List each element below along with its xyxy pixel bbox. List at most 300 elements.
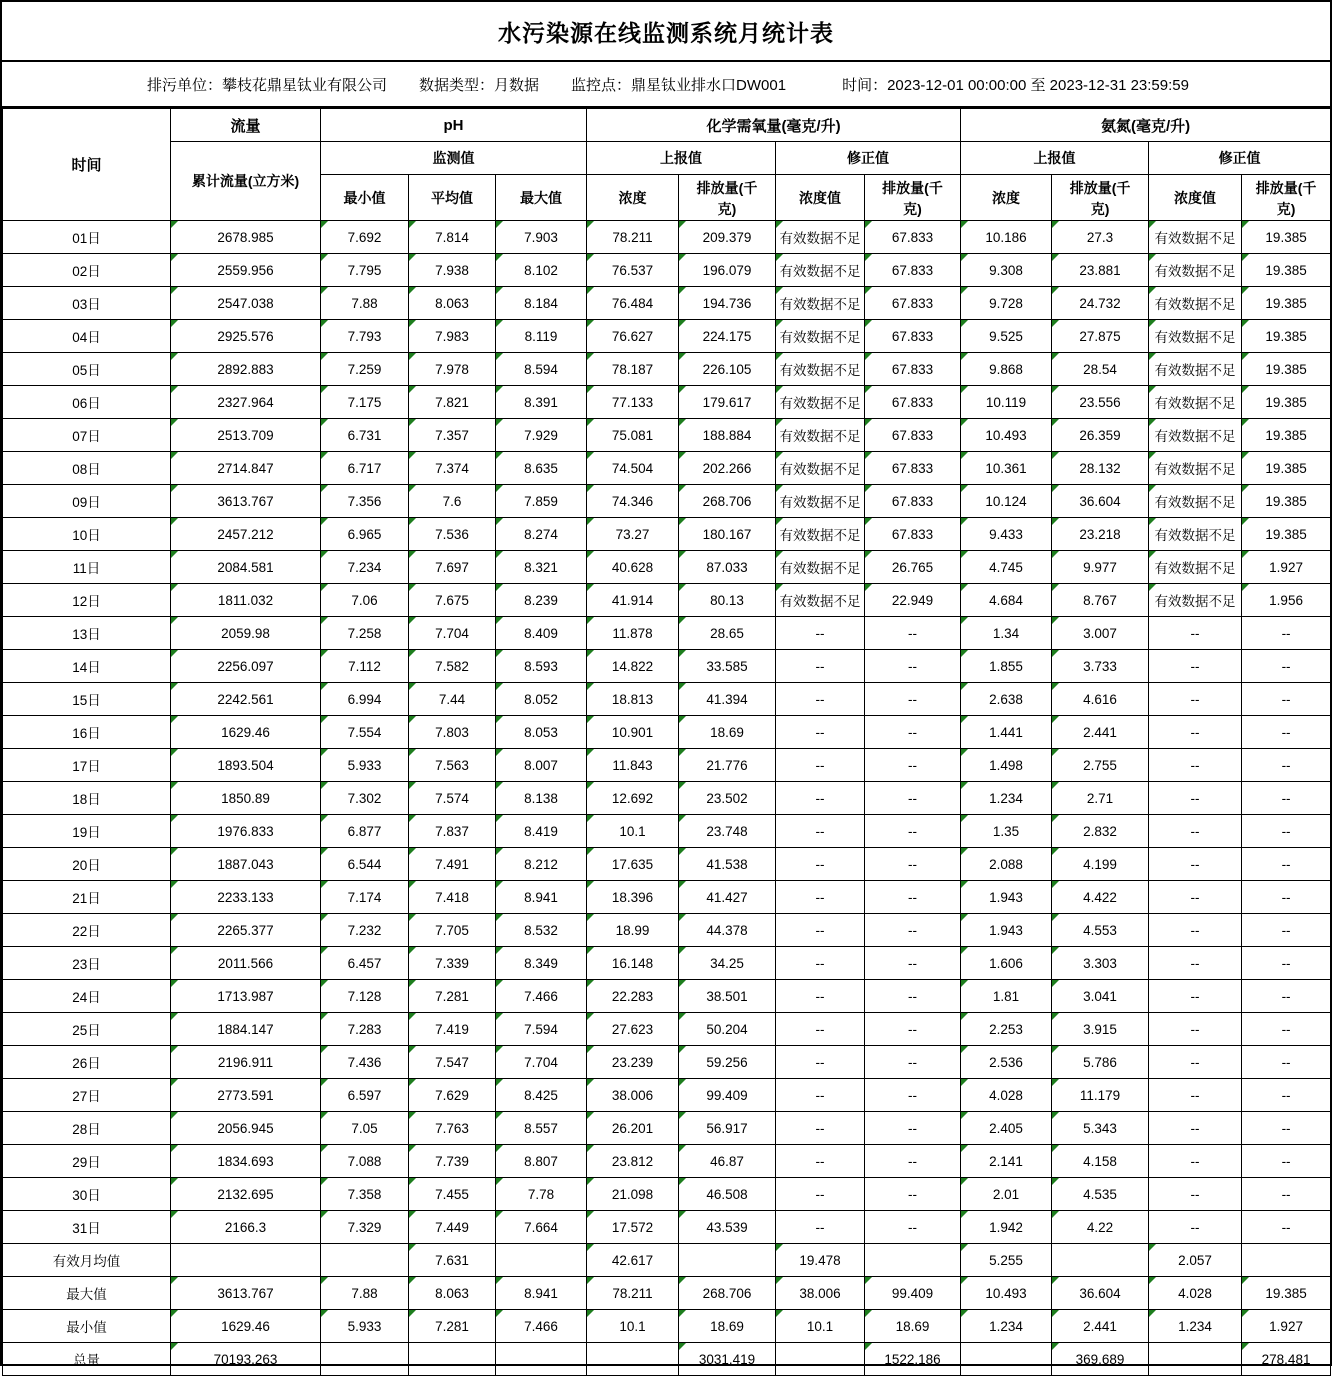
table-row-day — [3, 749, 1331, 782]
value-cell: -- — [865, 1145, 961, 1178]
value-cell: -- — [1242, 815, 1331, 848]
value-cell: 7.112 — [321, 650, 409, 683]
value-cell: 1811.032 — [171, 584, 321, 617]
value-cell: 19.385 — [1242, 419, 1331, 452]
value-cell: 7.803 — [409, 716, 496, 749]
value-cell: 194.736 — [679, 287, 776, 320]
row-label-cell: 14日 — [3, 650, 171, 683]
value-cell: 18.69 — [679, 716, 776, 749]
value-cell: 7.795 — [321, 254, 409, 287]
value-cell: 7.837 — [409, 815, 496, 848]
value-cell: 19.385 — [1242, 221, 1331, 254]
value-cell: 7.821 — [409, 386, 496, 419]
value-cell: 42.617 — [587, 1244, 679, 1277]
value-cell: 67.833 — [865, 221, 961, 254]
value-cell: 33.585 — [679, 650, 776, 683]
value-cell: 7.929 — [496, 419, 587, 452]
value-cell: 有效数据不足 — [776, 254, 865, 287]
value-cell: 6.994 — [321, 683, 409, 716]
value-cell: -- — [1149, 947, 1242, 980]
value-cell: 2773.591 — [171, 1079, 321, 1112]
value-cell: 7.356 — [321, 485, 409, 518]
info-time-range: 时间：2023-12-01 00:00:00 至 2023-12-31 23:59:59 — [842, 76, 1189, 94]
row-label-cell: 09日 — [3, 485, 171, 518]
value-cell: -- — [1242, 617, 1331, 650]
value-cell: -- — [865, 1211, 961, 1244]
table-row-day — [3, 716, 1331, 749]
value-cell: 8.941 — [496, 1277, 587, 1310]
value-cell: 7.763 — [409, 1112, 496, 1145]
table-row-day — [3, 1145, 1331, 1178]
col-header-nh3-conc-corrected: 浓度值 — [1149, 175, 1242, 221]
value-cell: 8.102 — [496, 254, 587, 287]
col-header-nh3-emission-corrected — [1242, 175, 1331, 221]
value-cell: 7.582 — [409, 650, 496, 683]
value-cell: 4.028 — [1149, 1277, 1242, 1310]
row-label-cell: 08日 — [3, 452, 171, 485]
value-cell: 18.69 — [865, 1310, 961, 1343]
value-cell: -- — [776, 815, 865, 848]
value-cell — [321, 1244, 409, 1277]
value-cell: 8.767 — [1052, 584, 1149, 617]
value-cell: 10.186 — [961, 221, 1052, 254]
value-cell: -- — [1149, 881, 1242, 914]
table-row-day — [3, 947, 1331, 980]
value-cell: -- — [865, 782, 961, 815]
value-cell: -- — [865, 815, 961, 848]
value-cell: 有效数据不足 — [776, 551, 865, 584]
value-cell: 2513.709 — [171, 419, 321, 452]
row-label-cell: 07日 — [3, 419, 171, 452]
value-cell: 1.927 — [1242, 551, 1331, 584]
value-cell: -- — [1242, 1145, 1331, 1178]
value-cell: 1.942 — [961, 1211, 1052, 1244]
value-cell: 7.234 — [321, 551, 409, 584]
value-cell: 10.1 — [776, 1310, 865, 1343]
value-cell: 23.812 — [587, 1145, 679, 1178]
value-cell: 224.175 — [679, 320, 776, 353]
value-cell: 7.536 — [409, 518, 496, 551]
row-label-cell: 30日 — [3, 1178, 171, 1211]
value-cell: 9.868 — [961, 353, 1052, 386]
value-cell: 80.13 — [679, 584, 776, 617]
col-header-cod-emission-label: 排放量(千克) — [696, 180, 758, 217]
value-cell: 40.628 — [587, 551, 679, 584]
value-cell: 76.627 — [587, 320, 679, 353]
value-cell: -- — [776, 1079, 865, 1112]
value-cell — [496, 1343, 587, 1376]
value-cell: 2.405 — [961, 1112, 1052, 1145]
value-cell: 有效数据不足 — [776, 419, 865, 452]
row-label-cell: 最小值 — [3, 1310, 171, 1343]
value-cell: 67.833 — [865, 518, 961, 551]
value-cell: 268.706 — [679, 1277, 776, 1310]
value-cell: -- — [865, 947, 961, 980]
value-cell: 41.394 — [679, 683, 776, 716]
value-cell: -- — [865, 650, 961, 683]
col-header-cod-emission-corrected-label: 排放量(千克) — [882, 180, 943, 217]
value-cell: 67.833 — [865, 452, 961, 485]
value-cell: 7.704 — [496, 1046, 587, 1079]
value-cell: -- — [1149, 1013, 1242, 1046]
value-cell: 19.385 — [1242, 1277, 1331, 1310]
value-cell: 11.179 — [1052, 1079, 1149, 1112]
value-cell: 78.187 — [587, 353, 679, 386]
value-cell: 7.547 — [409, 1046, 496, 1079]
value-cell: 7.174 — [321, 881, 409, 914]
value-cell: -- — [776, 1211, 865, 1244]
value-cell: 1713.987 — [171, 980, 321, 1013]
value-cell: 87.033 — [679, 551, 776, 584]
row-label-cell: 13日 — [3, 617, 171, 650]
value-cell: 2.638 — [961, 683, 1052, 716]
value-cell: 8.053 — [496, 716, 587, 749]
row-label-cell: 28日 — [3, 1112, 171, 1145]
value-cell: 3.915 — [1052, 1013, 1149, 1046]
value-cell: -- — [776, 749, 865, 782]
value-cell: 2011.566 — [171, 947, 321, 980]
value-cell: 1.81 — [961, 980, 1052, 1013]
value-cell: 2.253 — [961, 1013, 1052, 1046]
value-cell: -- — [1242, 980, 1331, 1013]
value-cell: -- — [1149, 716, 1242, 749]
value-cell: 180.167 — [679, 518, 776, 551]
value-cell: 6.731 — [321, 419, 409, 452]
value-cell — [1149, 1343, 1242, 1376]
value-cell: 278.481 — [1242, 1343, 1331, 1376]
value-cell: 有效数据不足 — [776, 584, 865, 617]
col-header-time: 时间 — [3, 109, 171, 221]
value-cell: 67.833 — [865, 386, 961, 419]
row-label-cell: 20日 — [3, 848, 171, 881]
value-cell: 6.877 — [321, 815, 409, 848]
value-cell: 19.385 — [1242, 485, 1331, 518]
value-cell: 23.502 — [679, 782, 776, 815]
value-cell: 22.949 — [865, 584, 961, 617]
value-cell: 50.204 — [679, 1013, 776, 1046]
value-cell: 268.706 — [679, 485, 776, 518]
value-cell: -- — [1242, 683, 1331, 716]
value-cell: 7.232 — [321, 914, 409, 947]
value-cell: -- — [776, 1145, 865, 1178]
table-row-day — [3, 254, 1331, 287]
value-cell: 8.593 — [496, 650, 587, 683]
value-cell: 8.409 — [496, 617, 587, 650]
value-cell: 3613.767 — [171, 485, 321, 518]
value-cell: 7.491 — [409, 848, 496, 881]
col-header-ph-max: 最大值 — [496, 175, 587, 221]
value-cell: 56.917 — [679, 1112, 776, 1145]
value-cell: 78.211 — [587, 221, 679, 254]
value-cell: 7.6 — [409, 485, 496, 518]
value-cell: 23.218 — [1052, 518, 1149, 551]
value-cell: 1887.043 — [171, 848, 321, 881]
value-cell — [776, 1343, 865, 1376]
value-cell: 有效数据不足 — [1149, 320, 1242, 353]
value-cell: 6.457 — [321, 947, 409, 980]
value-cell: 196.079 — [679, 254, 776, 287]
value-cell: -- — [865, 1013, 961, 1046]
value-cell: 10.361 — [961, 452, 1052, 485]
value-cell: -- — [1149, 848, 1242, 881]
table-row-day — [3, 419, 1331, 452]
value-cell: 7.418 — [409, 881, 496, 914]
value-cell: 226.105 — [679, 353, 776, 386]
row-label-cell: 17日 — [3, 749, 171, 782]
value-cell: 3031.419 — [679, 1343, 776, 1376]
value-cell: 2.057 — [1149, 1244, 1242, 1277]
value-cell: 22.283 — [587, 980, 679, 1013]
value-cell: 179.617 — [679, 386, 776, 419]
value-cell: 67.833 — [865, 254, 961, 287]
header-row-subgroups — [3, 142, 1331, 175]
header-row-groups — [3, 109, 1331, 142]
value-cell: -- — [776, 947, 865, 980]
col-header-nh3-emission-label: 排放量(千克) — [1069, 180, 1131, 217]
value-cell: 6.544 — [321, 848, 409, 881]
value-cell: 7.563 — [409, 749, 496, 782]
value-cell: 2.755 — [1052, 749, 1149, 782]
value-cell: -- — [1149, 1178, 1242, 1211]
value-cell: -- — [776, 980, 865, 1013]
value-cell: -- — [1242, 914, 1331, 947]
row-label-cell: 03日 — [3, 287, 171, 320]
table-row-day — [3, 353, 1331, 386]
row-label-cell: 10日 — [3, 518, 171, 551]
value-cell: 有效数据不足 — [1149, 386, 1242, 419]
value-cell: 10.493 — [961, 1277, 1052, 1310]
value-cell: 8.419 — [496, 815, 587, 848]
value-cell: 2056.945 — [171, 1112, 321, 1145]
value-cell: 188.884 — [679, 419, 776, 452]
value-cell: 有效数据不足 — [776, 221, 865, 254]
value-cell: 1.956 — [1242, 584, 1331, 617]
value-cell: 43.539 — [679, 1211, 776, 1244]
table-row-summary — [3, 1244, 1331, 1277]
value-cell: 7.449 — [409, 1211, 496, 1244]
value-cell: 有效数据不足 — [1149, 584, 1242, 617]
value-cell: 17.572 — [587, 1211, 679, 1244]
value-cell: 12.692 — [587, 782, 679, 815]
value-cell: 7.697 — [409, 551, 496, 584]
row-label-cell: 12日 — [3, 584, 171, 617]
value-cell: -- — [1242, 1046, 1331, 1079]
value-cell: 2166.3 — [171, 1211, 321, 1244]
value-cell: 8.239 — [496, 584, 587, 617]
value-cell: 3613.767 — [171, 1277, 321, 1310]
value-cell: 19.385 — [1242, 452, 1331, 485]
value-cell: -- — [1149, 1046, 1242, 1079]
value-cell: -- — [1242, 881, 1331, 914]
value-cell: -- — [776, 914, 865, 947]
value-cell: 2233.133 — [171, 881, 321, 914]
value-cell: 10.1 — [587, 815, 679, 848]
value-cell: 202.266 — [679, 452, 776, 485]
value-cell: 23.556 — [1052, 386, 1149, 419]
value-cell: 有效数据不足 — [1149, 221, 1242, 254]
value-cell: 23.881 — [1052, 254, 1149, 287]
value-cell: 21.098 — [587, 1178, 679, 1211]
value-cell: 67.833 — [865, 485, 961, 518]
value-cell: 2132.695 — [171, 1178, 321, 1211]
row-label-cell: 29日 — [3, 1145, 171, 1178]
value-cell: 10.1 — [587, 1310, 679, 1343]
col-header-cod-emission-corrected — [865, 175, 961, 221]
col-header-ph-monitored: 监测值 — [321, 142, 587, 175]
value-cell: 74.504 — [587, 452, 679, 485]
col-header-ph-avg: 平均值 — [409, 175, 496, 221]
col-header-ph-min: 最小值 — [321, 175, 409, 221]
value-cell: -- — [865, 749, 961, 782]
value-cell: 7.128 — [321, 980, 409, 1013]
col-header-nh3-reported: 上报值 — [961, 142, 1149, 175]
value-cell: -- — [865, 848, 961, 881]
table-row-day — [3, 518, 1331, 551]
value-cell: -- — [776, 1112, 865, 1145]
value-cell: 7.374 — [409, 452, 496, 485]
value-cell: -- — [776, 1046, 865, 1079]
value-cell: 1.606 — [961, 947, 1052, 980]
value-cell: 2.832 — [1052, 815, 1149, 848]
value-cell: 8.007 — [496, 749, 587, 782]
value-cell: 7.44 — [409, 683, 496, 716]
value-cell: 7.466 — [496, 1310, 587, 1343]
value-cell: -- — [865, 980, 961, 1013]
value-cell: 38.006 — [587, 1079, 679, 1112]
value-cell: 41.914 — [587, 584, 679, 617]
table-row-day — [3, 386, 1331, 419]
value-cell: 8.425 — [496, 1079, 587, 1112]
value-cell: 27.875 — [1052, 320, 1149, 353]
statistics-table — [2, 108, 1331, 1376]
value-cell: 9.977 — [1052, 551, 1149, 584]
value-cell: -- — [1242, 1112, 1331, 1145]
value-cell: 18.69 — [679, 1310, 776, 1343]
value-cell: 78.211 — [587, 1277, 679, 1310]
value-cell: 1893.504 — [171, 749, 321, 782]
col-header-cod-emission — [679, 175, 776, 221]
value-cell: 9.525 — [961, 320, 1052, 353]
value-cell: 7.675 — [409, 584, 496, 617]
value-cell: -- — [1242, 650, 1331, 683]
value-cell: -- — [1149, 815, 1242, 848]
value-cell: 23.239 — [587, 1046, 679, 1079]
value-cell: 8.138 — [496, 782, 587, 815]
value-cell — [321, 1343, 409, 1376]
value-cell: 41.427 — [679, 881, 776, 914]
value-cell: -- — [1149, 1112, 1242, 1145]
value-cell: 1884.147 — [171, 1013, 321, 1046]
value-cell: -- — [776, 1013, 865, 1046]
col-header-ph-group: pH — [321, 109, 587, 142]
value-cell: 1.498 — [961, 749, 1052, 782]
value-cell: 1629.46 — [171, 716, 321, 749]
table-row-day — [3, 287, 1331, 320]
row-label-cell: 15日 — [3, 683, 171, 716]
value-cell: 1.234 — [961, 1310, 1052, 1343]
value-cell: 7.88 — [321, 1277, 409, 1310]
value-cell: 38.501 — [679, 980, 776, 1013]
value-cell: 7.704 — [409, 617, 496, 650]
value-cell: 2547.038 — [171, 287, 321, 320]
value-cell: -- — [776, 683, 865, 716]
value-cell: -- — [776, 848, 865, 881]
value-cell: 8.635 — [496, 452, 587, 485]
value-cell: 7.259 — [321, 353, 409, 386]
col-header-cod-conc: 浓度 — [587, 175, 679, 221]
table-row-summary — [3, 1343, 1331, 1376]
value-cell: 2256.097 — [171, 650, 321, 683]
value-cell: 7.283 — [321, 1013, 409, 1046]
value-cell: 2242.561 — [171, 683, 321, 716]
value-cell: 1522.186 — [865, 1343, 961, 1376]
value-cell: 2.441 — [1052, 1310, 1149, 1343]
table-row-day — [3, 617, 1331, 650]
row-label-cell: 26日 — [3, 1046, 171, 1079]
value-cell: 有效数据不足 — [776, 287, 865, 320]
report-title-row — [2, 2, 1330, 62]
report-info-row — [2, 62, 1330, 108]
value-cell: 24.732 — [1052, 287, 1149, 320]
table-row-day — [3, 848, 1331, 881]
value-cell: 1.34 — [961, 617, 1052, 650]
value-cell: 2196.911 — [171, 1046, 321, 1079]
value-cell: 2457.212 — [171, 518, 321, 551]
value-cell: 8.184 — [496, 287, 587, 320]
value-cell: 7.978 — [409, 353, 496, 386]
value-cell: 28.132 — [1052, 452, 1149, 485]
value-cell: 67.833 — [865, 320, 961, 353]
col-header-nh3-emission — [1052, 175, 1149, 221]
value-cell: 23.748 — [679, 815, 776, 848]
value-cell: 11.843 — [587, 749, 679, 782]
value-cell: -- — [1149, 980, 1242, 1013]
value-cell: 77.133 — [587, 386, 679, 419]
value-cell: 4.684 — [961, 584, 1052, 617]
value-cell: 有效数据不足 — [1149, 287, 1242, 320]
value-cell: 7.281 — [409, 1310, 496, 1343]
value-cell: 19.385 — [1242, 353, 1331, 386]
value-cell: -- — [1149, 914, 1242, 947]
value-cell: 1.943 — [961, 914, 1052, 947]
value-cell: 有效数据不足 — [776, 386, 865, 419]
col-header-cod-corrected: 修正值 — [776, 142, 961, 175]
value-cell: 9.308 — [961, 254, 1052, 287]
value-cell: 2714.847 — [171, 452, 321, 485]
info-data-type: 数据类型：月数据 — [419, 76, 540, 94]
value-cell: -- — [865, 914, 961, 947]
value-cell: 36.604 — [1052, 1277, 1149, 1310]
row-label-cell: 24日 — [3, 980, 171, 1013]
value-cell: 7.983 — [409, 320, 496, 353]
value-cell: 1.943 — [961, 881, 1052, 914]
value-cell: 1.35 — [961, 815, 1052, 848]
value-cell: -- — [865, 716, 961, 749]
value-cell: 8.119 — [496, 320, 587, 353]
table-body — [3, 221, 1331, 1376]
value-cell: 1834.693 — [171, 1145, 321, 1178]
col-header-nh3-conc: 浓度 — [961, 175, 1052, 221]
col-header-cumulative-flow: 累计流量(立方米) — [171, 142, 321, 221]
value-cell: 8.557 — [496, 1112, 587, 1145]
value-cell: 14.822 — [587, 650, 679, 683]
value-cell: 有效数据不足 — [776, 485, 865, 518]
value-cell: 2.71 — [1052, 782, 1149, 815]
value-cell: 8.274 — [496, 518, 587, 551]
value-cell: 2265.377 — [171, 914, 321, 947]
value-cell: 4.616 — [1052, 683, 1149, 716]
value-cell: 4.553 — [1052, 914, 1149, 947]
